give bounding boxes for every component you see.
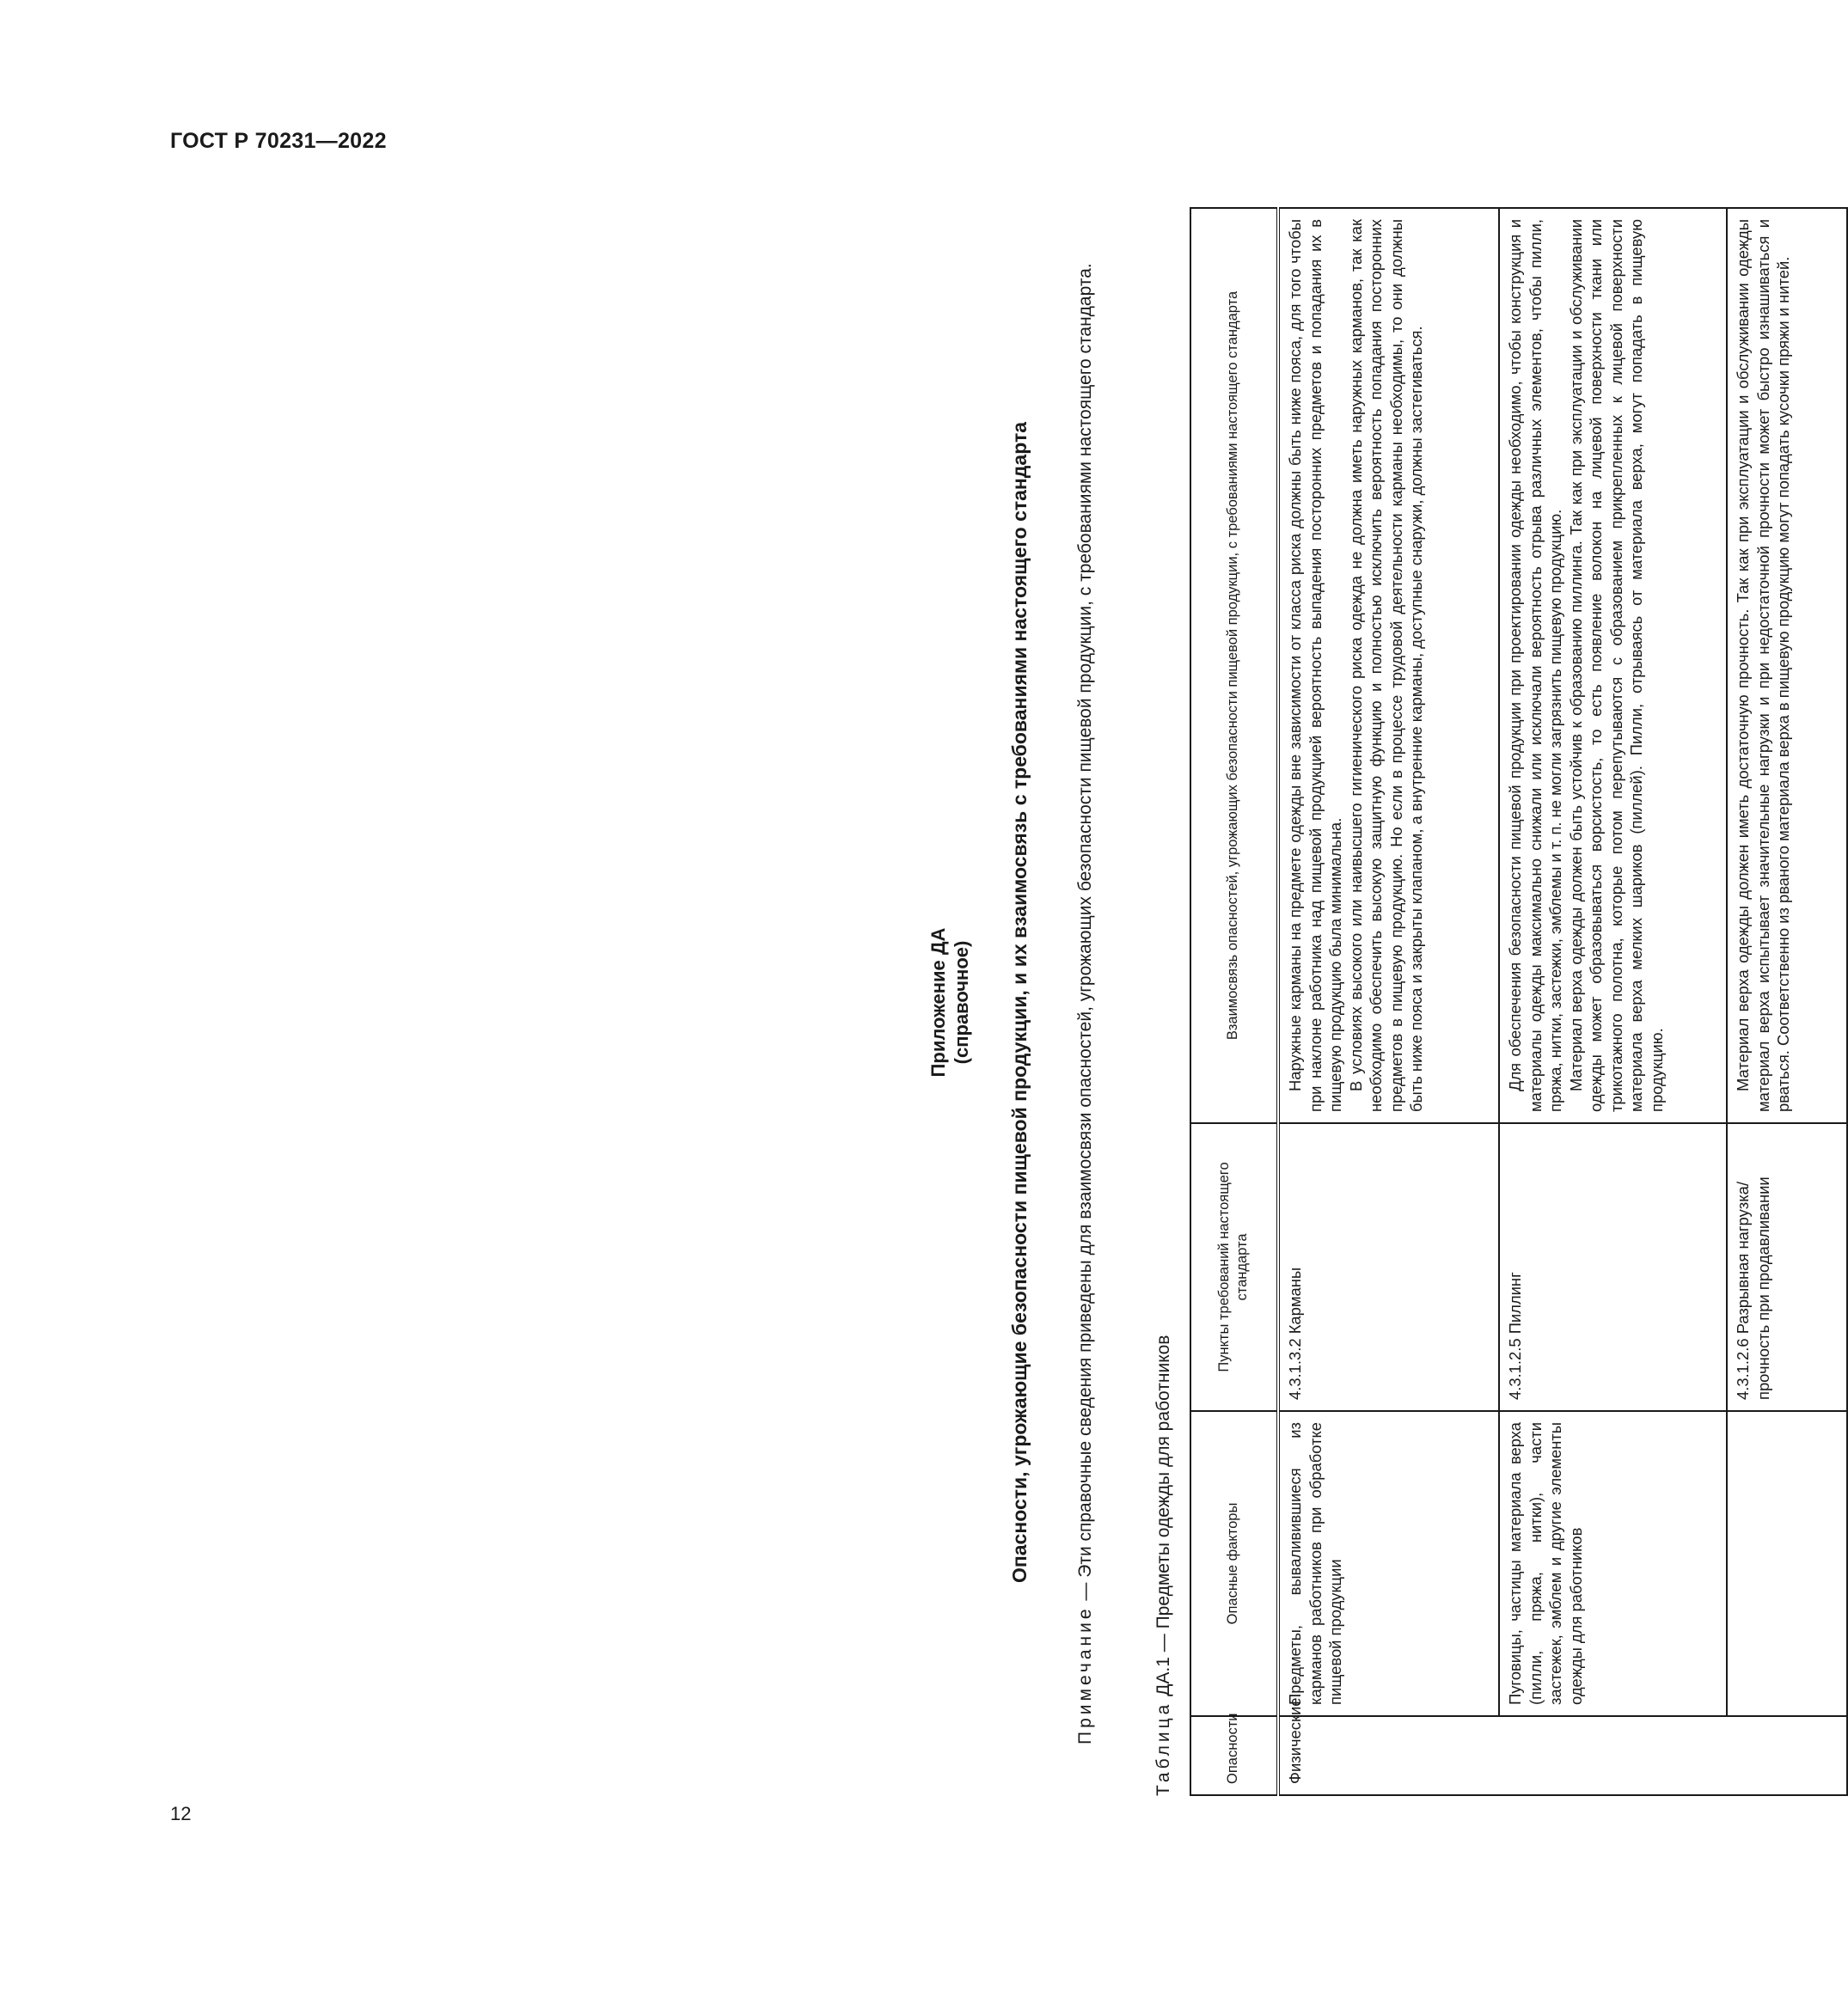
factor-cell xyxy=(1727,1411,1847,1716)
column-header-factors: Опасные факторы xyxy=(1190,1411,1278,1716)
annex-status: (справочное) xyxy=(951,940,972,1065)
clause-text: 4.3.1.2.5 Пиллинг xyxy=(1506,1272,1524,1400)
hazard-group: Физические xyxy=(1286,1697,1304,1784)
factor-cell xyxy=(1499,1411,1727,1716)
relation-paragraph: Наружные карманы на предмете одежды вне зависимости от класса риска должны быть ниже пояса, для того чтобы при наклоне работника над пищевой продукцией вероятность выпадения посторонних предметов и попадания их в пищевую продукцию была минимальна. xyxy=(1286,219,1344,1112)
column-header-clauses: Пункты требований настоящего стандарта xyxy=(1190,1123,1278,1411)
annex-title: Приложение ДА xyxy=(927,927,949,1078)
hazard-group-cell xyxy=(1278,1697,1847,1795)
table-caption-text: ДА.1 — Предметы одежды для работников xyxy=(1153,1335,1173,1701)
factor-text: Предметы, вываливившиеся из карманов работников при обработке пищевой продукции xyxy=(1286,1422,1344,1705)
table-row xyxy=(1499,208,1727,1795)
annex-title-block xyxy=(927,209,973,1796)
relation-paragraph: Материал верха одежды должен иметь достаточную прочность. Так как при эксплуатации и обслуживании одежды материал верха испытывает значительные нагрузки и при недостаточной прочности может быстро изнашиваться и рваться. Соответственно из рваного материала верха в пищевую продукцию могут попадать кусочки пряжи и нитей. xyxy=(1734,219,1792,1112)
relation-paragraph: Для обеспечения безопасности пищевой продукции при проектировании одежды необходимо, чтобы конструкция и материалы одежды максимально снижали или исключали вероятность отрыва различных элементов, чтобы пилли, пряжа, нитки, застежки, эмблемы и т. п. не могли загрязнить пищевую продукцию. xyxy=(1506,219,1564,1112)
relation-paragraph: Материал верха одежды должен быть устойчив к образованию пиллинга. Так как при эксплуатации и обслуживании одежды может образовываться ворсистость, то есть появление волокон на лицевой поверхности ткани или трикотажного полотна, которые потом перепутываются с образованием прикрепленных к лицевой поверхности материала верха мелких шариков (пиллей). Пилли, отрываясь от материала верха, могут попадать в пищевую продукцию. xyxy=(1566,219,1666,1112)
note-label: Примечание xyxy=(1075,1605,1095,1744)
factor-cell xyxy=(1278,1411,1499,1716)
relation-cell xyxy=(1278,208,1499,1123)
clause-cell xyxy=(1499,1123,1727,1411)
table-row xyxy=(1278,208,1499,1795)
clause-cell xyxy=(1278,1123,1499,1411)
table-caption xyxy=(1153,1335,1174,1796)
annex-note xyxy=(1073,209,1098,1796)
note-text: — Эти справочные сведения приведены для взаимосвязи опасностей, угрожающих безопасности пищевой продукции, с требованиями настоящего стандарта. xyxy=(1075,263,1095,1606)
table-caption-label: Таблица xyxy=(1153,1701,1173,1796)
clause-cell xyxy=(1727,1123,1847,1411)
page-number: 12 xyxy=(170,1803,192,1824)
column-header-relation: Взаимосвязь опасностей, угрожающих безопасности пищевой продукции, с требованиями настоящего стандарта xyxy=(1190,208,1278,1123)
standard-code: ГОСТ Р 70231—2022 xyxy=(170,129,387,153)
factor-text: Пуговицы, частицы материала верха (пилли, пряжа, нитки), части застежек, эмблем и другие элементы одежды для работников xyxy=(1506,1422,1585,1705)
table-header-row xyxy=(1190,208,1278,1795)
relation-cell xyxy=(1727,208,1847,1123)
column-header-hazards: Опасности xyxy=(1190,1716,1278,1795)
table-row xyxy=(1727,208,1847,1795)
relation-cell xyxy=(1499,208,1727,1123)
hazards-table xyxy=(1190,207,1848,1796)
clause-text: 4.3.1.2.6 Разрывная нагрузка/ прочность при продавливании xyxy=(1734,1176,1772,1400)
annex-heading: Опасности, угрожающие безопасности пищевой продукции, и их взаимосвязь с требованиями настоящего стандарта xyxy=(1008,421,1031,1584)
clause-text: 4.3.1.3.2 Карманы xyxy=(1286,1267,1304,1400)
rotated-content xyxy=(927,209,1792,1796)
relation-paragraph: В условиях высокого или наивысшего гигиенического риска одежда не должна иметь наружных карманов, так как необходимо обеспечить высокую защитную функцию и полностью исключить вероятность попадания посторонних предметов в пищевую продукцию. Но если в процессе трудовой деятельности карманы необходимы, то они должны быть ниже пояса и закрыты клапаном, а внутренние карманы, доступные снаружи, должны застегиваться. xyxy=(1346,219,1425,1112)
